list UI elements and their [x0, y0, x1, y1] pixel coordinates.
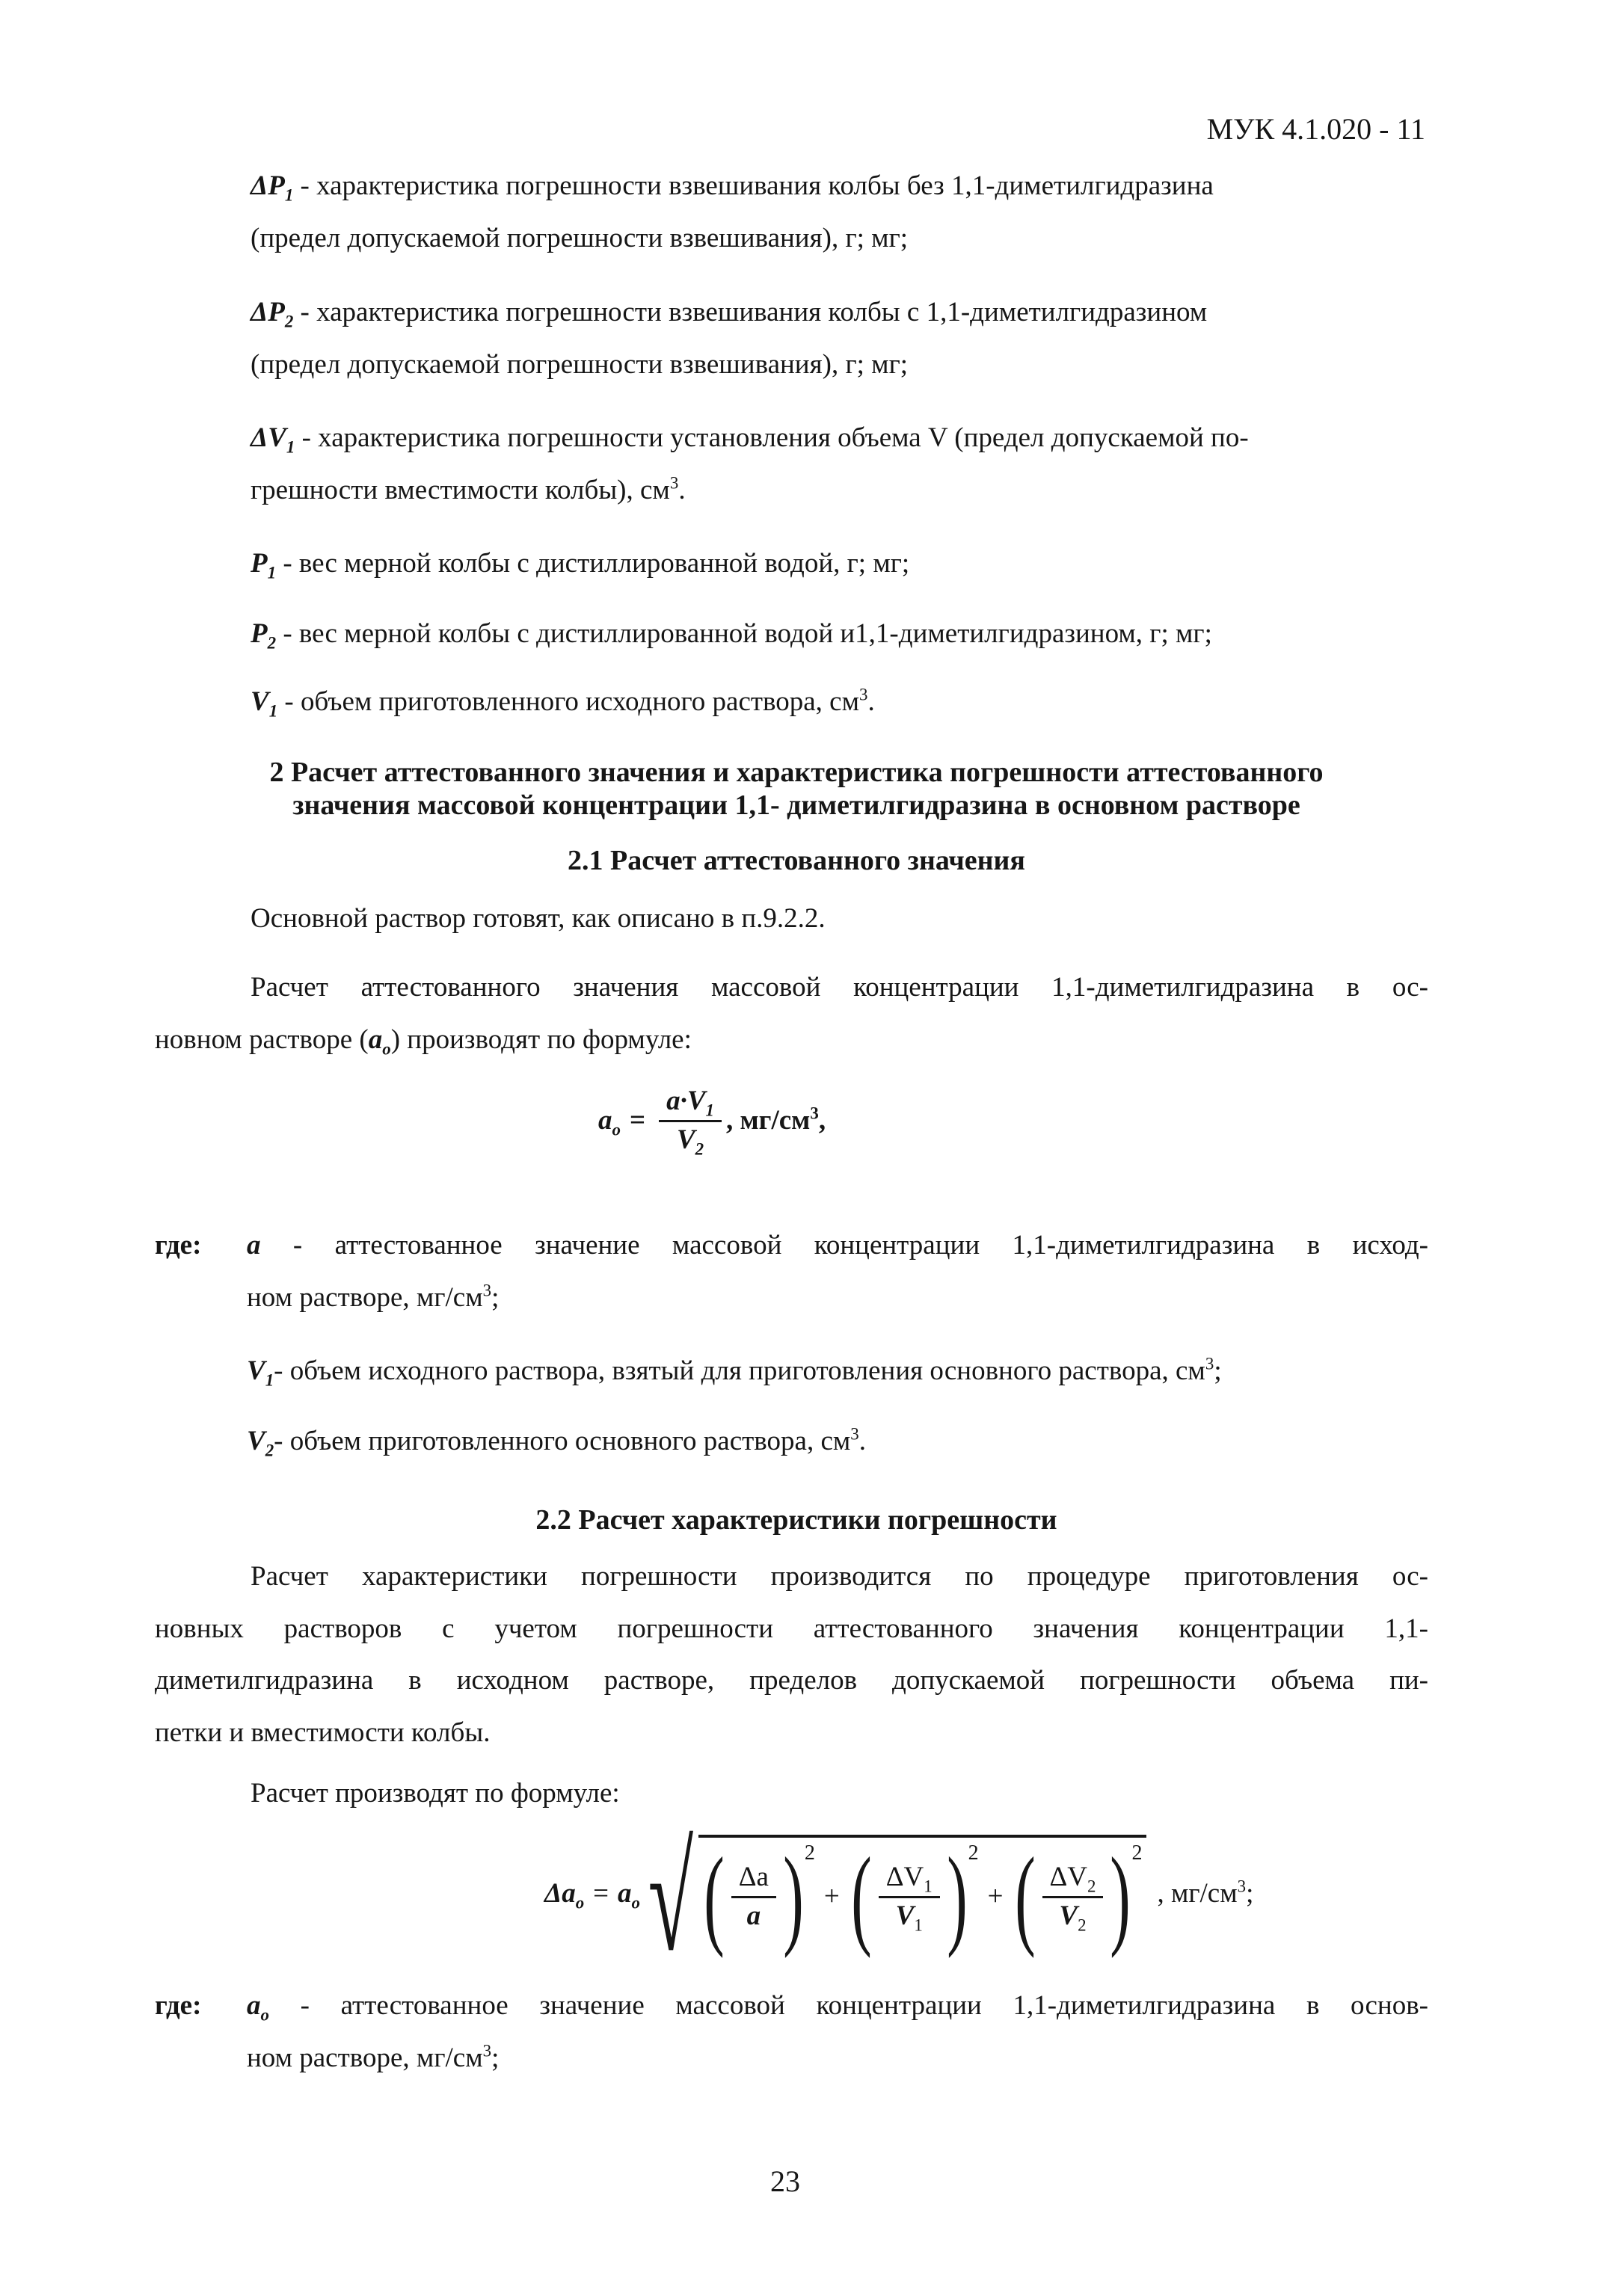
- section-2-1-paragraph-2: Расчет аттестованного значения массовой концентрации 1,1-диметилгидразина в ос- новном растворе $(a_o)$ производят по формуле:: [155, 972, 1428, 1058]
- section-2-1-paragraph-1: Основной раствор готовят, как описано в п.9.2.2.: [251, 903, 826, 934]
- symbol: $P_2$: [251, 618, 277, 653]
- section-2-2-paragraph-2: Расчет производят по формуле:: [251, 1778, 620, 1809]
- where-label-2: где:: [155, 1990, 202, 2021]
- symbol: $\Delta P_1$: [251, 170, 294, 205]
- term-2: ( $\frac{\Delta V_1}{V_1}$ ) $^2$: [851, 1835, 979, 1959]
- doc-code: МУК 4.1.020 - 11: [1206, 112, 1425, 146]
- formula-concentration: $a_o$ = $\frac{a\cdot V_1}{V_2}$ , $мг/см^3$,: [598, 1086, 826, 1158]
- section-2-2-paragraph-1: Расчет характеристики погрешности производится по процедуре приготовления ос- новных растворов с учетом погрешности аттестованного значения концентрации 1,1- диметилгидразина в исходном растворе, пределов допускаемой погрешности объема пи- петки и вместимости колбы.: [155, 1561, 1428, 1748]
- def-ao: $a_o$ - аттестованное значение массовой концентрации 1,1-диметилгидразина в основ- ном растворе, $мг/см^3$;: [247, 1990, 1428, 2073]
- square-root: √ ( $\frac{\Delta a}{a}$ ) $^2$ + ( $\frac{\Delta V_1}{V_1}$ ) $^2$ + ( $\frac{\Delta V_2}{V_2}$ ) $^2$: [640, 1819, 1146, 1969]
- fraction: $\frac{a\cdot V_1}{V_2}$: [659, 1086, 722, 1156]
- def-v2: $V_2-$ объем приготовленного основного раствора, $см^3$.: [247, 1424, 867, 1460]
- symbol: $\Delta P_2$: [251, 297, 294, 331]
- def-delta-p1: $\Delta P_1$ - характеристика погрешности взвешивания колбы без 1,1-диметилгидразина (предел допускаемой погрешности взвешивания), г; мг;: [251, 170, 1214, 253]
- def-a: a - аттестованное значение массовой концентрации 1,1-диметилгидразина в исход- ном растворе, $мг/см^3$;: [247, 1230, 1428, 1313]
- section-2-1-heading: 2.1 Расчет аттестованного значения: [568, 845, 1025, 876]
- term-1: ( $\frac{\Delta a}{a}$ ) $^2$: [704, 1835, 815, 1959]
- symbol: $P_1$: [251, 548, 277, 582]
- def-delta-p2: $\Delta P_2$ - характеристика погрешности взвешивания колбы с 1,1-диметилгидразином (предел допускаемой погрешности взвешивания), г; мг;: [251, 297, 1208, 380]
- def-p2: $P_2$ - вес мерной колбы с дистиллированной водой и1,1-диметилгидразином, г; мг;: [251, 618, 1212, 653]
- def-delta-v1: $\Delta V_1$ - характеристика погрешности установления объема V (предел допускаемой по- грешности вместимости колбы), $см^3$.: [251, 422, 1249, 505]
- def-v1-initial: $V_1$ - объем приготовленного исходного раствора, $см^3$.: [251, 685, 875, 721]
- symbol: $\Delta V_1$: [251, 422, 295, 457]
- term-3: ( $\frac{\Delta V_2}{V_2}$ ) $^2$: [1014, 1835, 1143, 1959]
- section-2-heading: 2 Расчет аттестованного значения и характеристика погрешности аттестованного значения массовой концентрации 1,1- диметилгидразина в основном растворе: [269, 757, 1324, 821]
- symbol: $V_1$: [251, 686, 278, 721]
- def-v1-aliquot: $V_1-$ объем исходного раствора, взятый для приготовления основного раствора, $см^3$;: [247, 1354, 1222, 1390]
- radical-sign: √: [648, 1817, 694, 1982]
- def-p1: $P_1$ - вес мерной колбы с дистиллированной водой, г; мг;: [251, 548, 910, 582]
- section-2-2-heading: 2.2 Расчет характеристики погрешности: [535, 1504, 1057, 1536]
- page-number: 23: [770, 2164, 800, 2198]
- formula-uncertainty: $\Delta a_o$ = $a_o$ √ ( $\frac{\Delta a}{a}$ ) $^2$ + ( $\frac{\Delta V_1}{V_1}$ ) $^2$ + ( $\frac{\Delta V_2}{V_2}$ ) $^2$ , $мг/см^3$;: [544, 1817, 1254, 1982]
- where-label-1: где:: [155, 1230, 202, 1261]
